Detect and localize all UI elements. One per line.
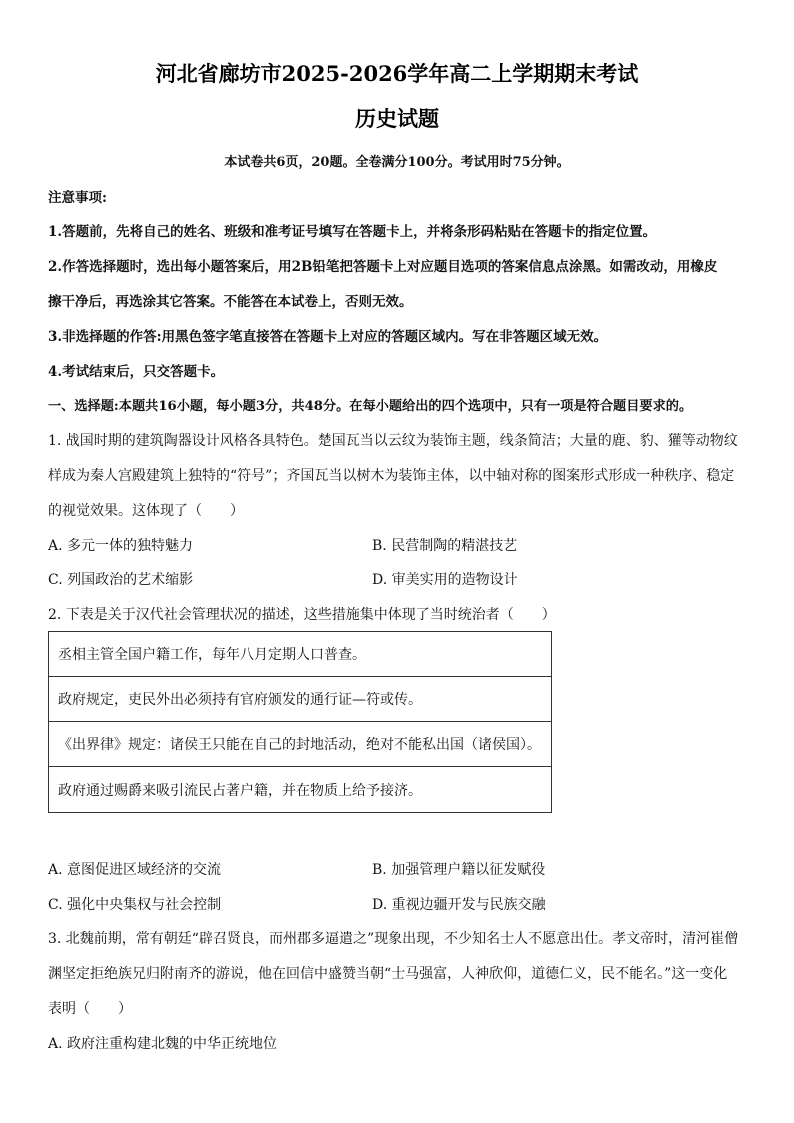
note-item-2b: 擦干净后，再选涂其它答案。不能答在本试卷上，否则无效。: [48, 294, 413, 310]
table-row: 政府通过赐爵来吸引流民占著户籍，并在物质上给予接济。: [58, 782, 422, 799]
exam-info: 本试卷共6页，20题。全卷满分100分。考试用时75分钟。: [224, 155, 570, 170]
note-item-3: 3.非选择题的作答:用黑色签字笔直接答在答题卡上对应的答题区域内。写在非答题区域无效。: [48, 329, 608, 345]
q1-option-a: A. 多元一体的独特魅力: [48, 538, 194, 554]
section-heading: 一、选择题:本题共16小题，每小题3分，共48分。在每小题给出的四个选项中，只有一项是符合题目要求的。: [48, 399, 693, 414]
q3-option-a: A. 政府注重构建北魏的中华正统地位: [48, 1036, 278, 1052]
q3-line-1: 3. 北魏前期，常有朝廷“辟召贤良，而州郡多逼遣之”现象出现，不少知名士人不愿意出仕。孝文帝时，清河崔僧: [48, 931, 739, 947]
note-item-4: 4.考试结束后，只交答题卡。: [48, 364, 225, 380]
table-row: 丞相主管全国户籍工作，每年八月定期人口普查。: [49, 632, 551, 677]
q1-line-2: 样成为秦人宫殿建筑上独特的“符号”；齐国瓦当以树木为装饰主体，以中轴对称的图案形式形成一种秩序、稳定: [48, 468, 735, 484]
q1-option-d: D. 审美实用的造物设计: [372, 572, 518, 588]
notes-heading: 注意事项:: [48, 190, 107, 206]
q1-option-c: C. 列国政治的艺术缩影: [48, 572, 194, 588]
q2-option-a: A. 意图促进区域经济的交流: [48, 862, 222, 878]
q2-option-c: C. 强化中央集权与社会控制: [48, 897, 222, 913]
table-row: 《出界律》规定：诸侯王只能在自己的封地活动，绝对不能私出国（诸侯国）。: [49, 722, 551, 767]
table-row: 政府规定，吏民外出必须持有官府颁发的通行证—符或传。: [49, 677, 551, 722]
q2-stem: 2. 下表是关于汉代社会管理状况的描述，这些措施集中体现了当时统治者（ ）: [48, 607, 556, 623]
q2-option-b: B. 加强管理户籍以征发赋役: [372, 862, 546, 878]
exam-title: 河北省廊坊市2025-2026学年高二上学期期末考试: [155, 61, 639, 86]
q3-line-2: 渊坚定拒绝族兄归附南齐的游说，他在回信中盛赞当朝“士马强富，人神欣仰，道德仁义，民不能名。”这一变化: [48, 966, 728, 982]
note-item-1: 1.答题前，先将自己的姓名、班级和准考证号填写在答题卡上，并将条形码粘贴在答题卡的指定位置。: [48, 224, 657, 240]
q3-line-3: 表明（ ）: [48, 1001, 132, 1017]
q1-line-3: 的视觉效果。这体现了（ ）: [48, 503, 244, 519]
exam-subtitle: 历史试题: [355, 106, 439, 131]
note-item-2a: 2.作答选择题时，选出每小题答案后，用2B铅笔把答题卡上对应题目选项的答案信息点涂黑。如需改动，用橡皮: [48, 259, 718, 275]
q1-line-1: 1. 战国时期的建筑陶器设计风格各具特色。楚国瓦当以云纹为装饰主题，线条简洁；大量的鹿、豹、獾等动物纹: [48, 433, 738, 449]
q2-table: [48, 631, 552, 813]
q1-option-b: B. 民营制陶的精湛技艺: [372, 538, 518, 554]
q2-option-d: D. 重视边疆开发与民族交融: [372, 897, 546, 913]
